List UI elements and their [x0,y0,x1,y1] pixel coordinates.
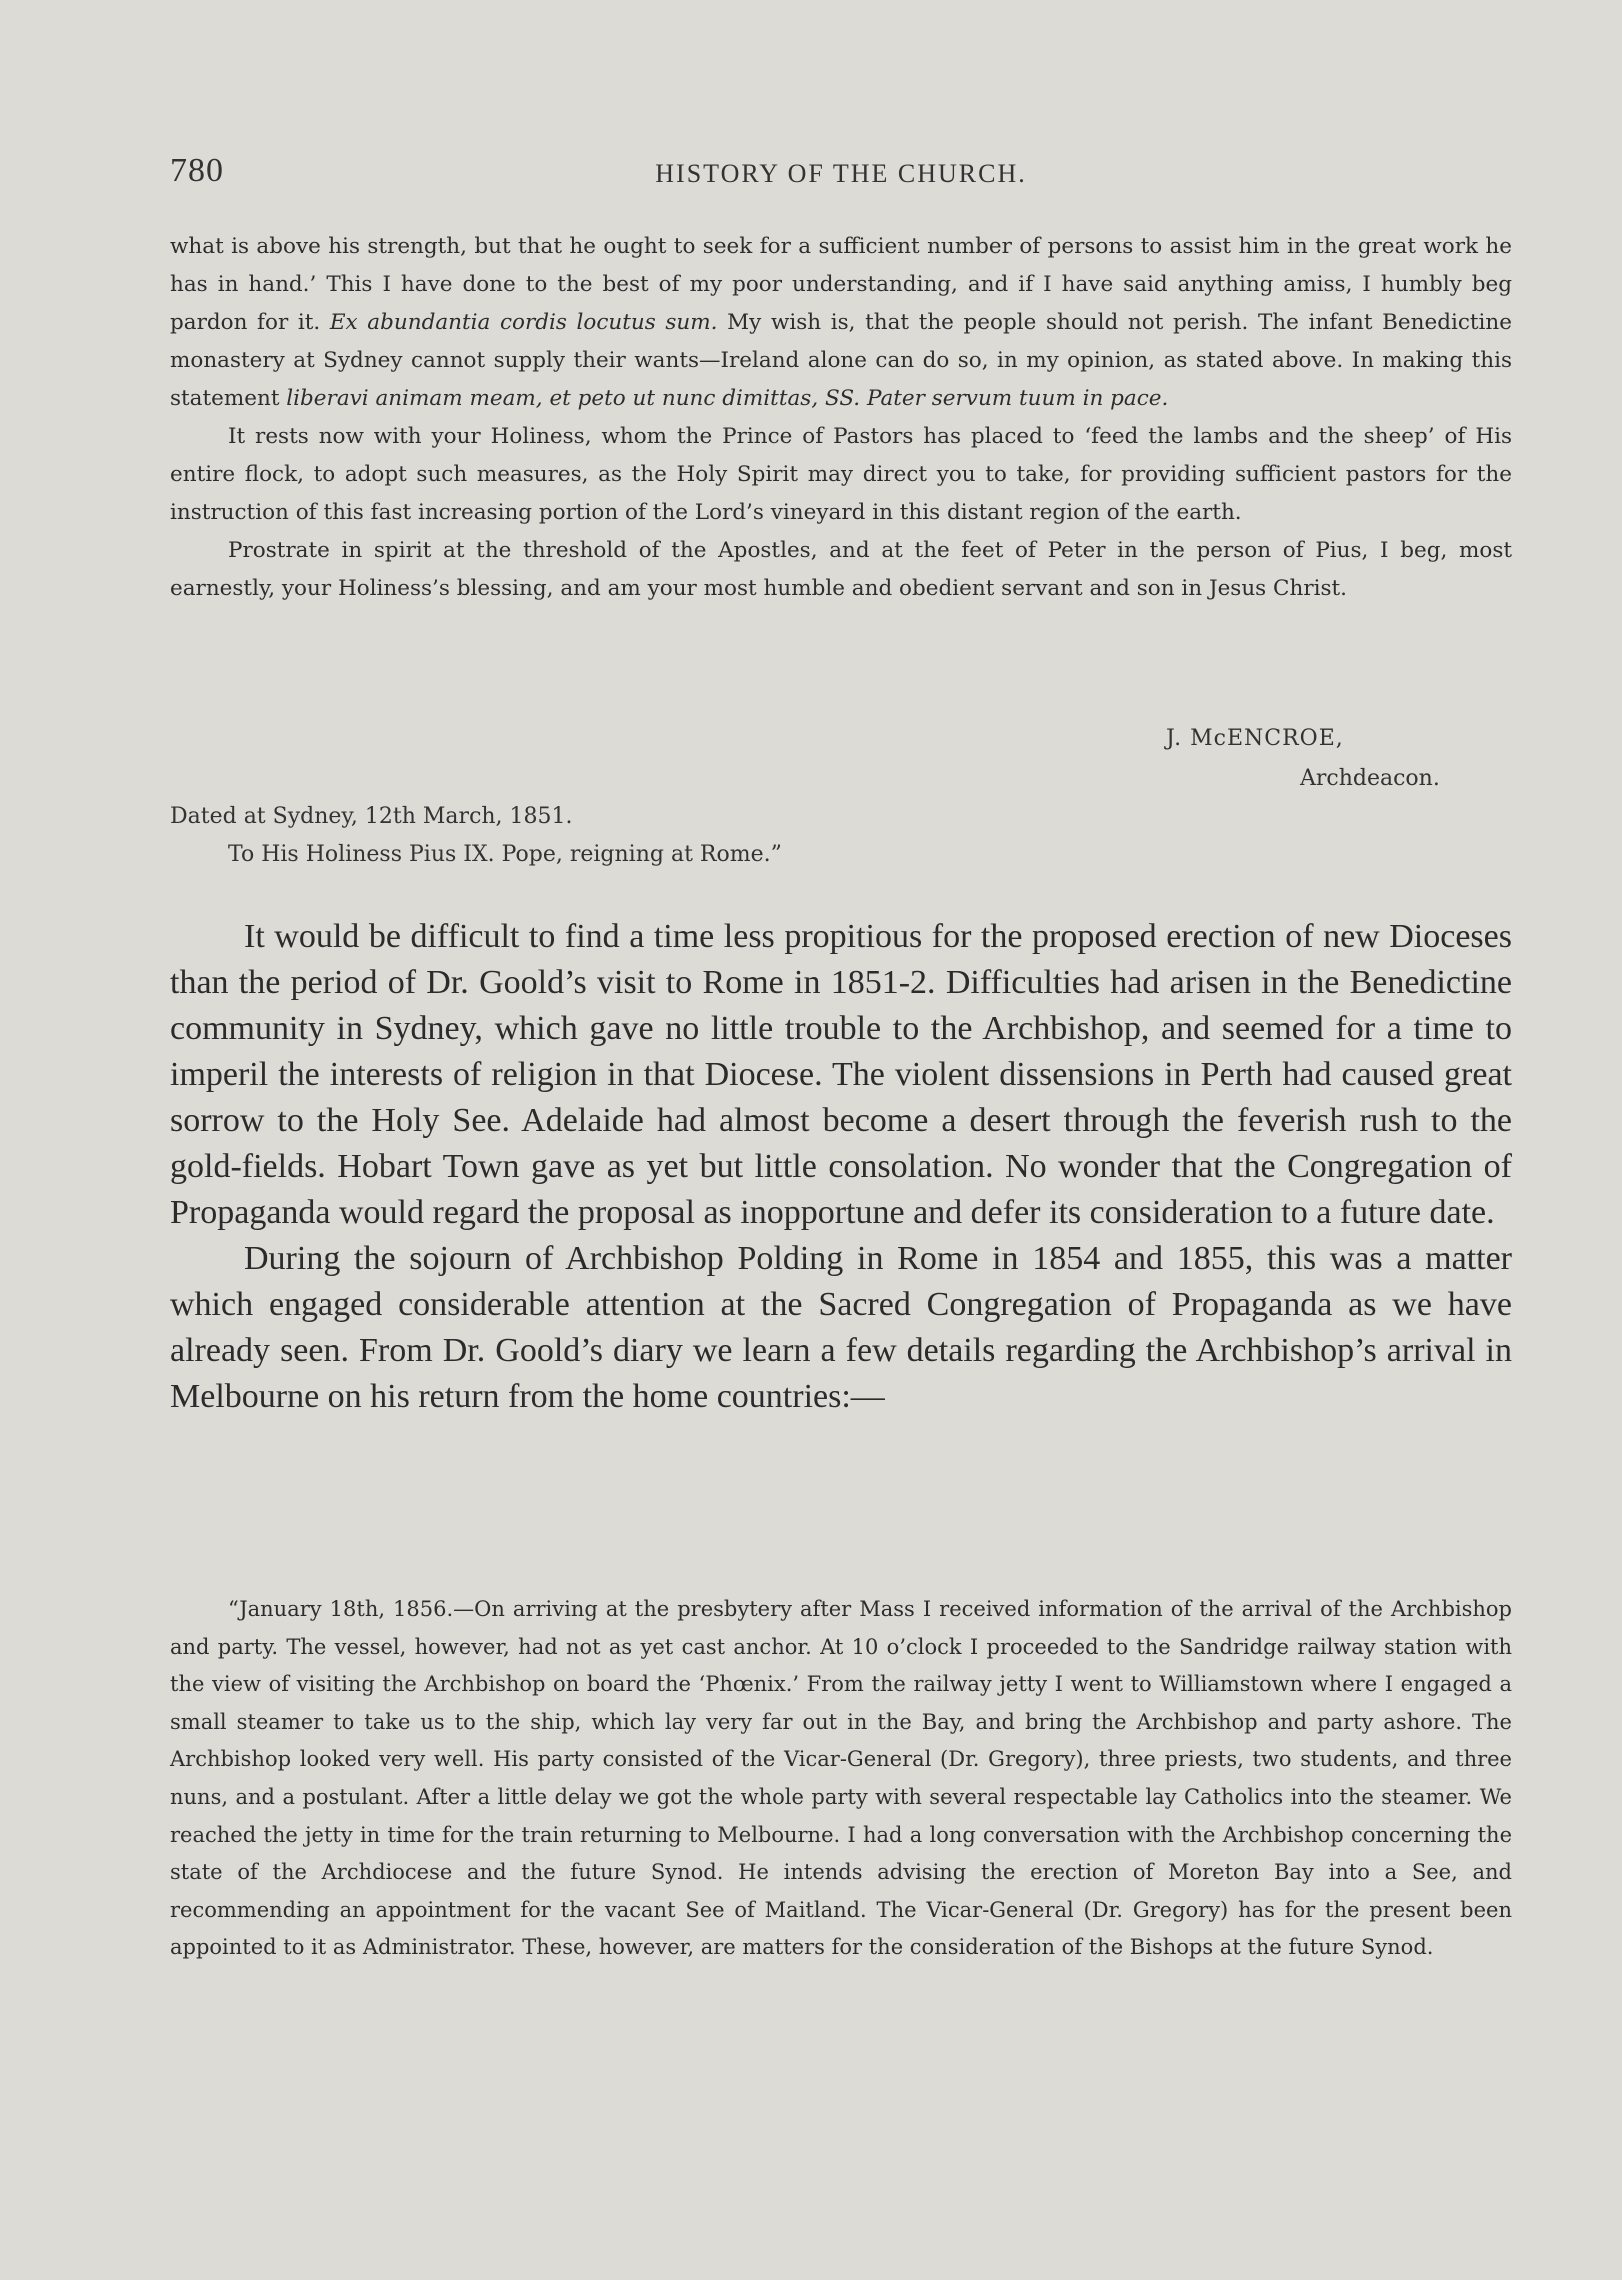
letter-paragraph-3: Prostrate in spirit at the threshold of the Apostles, and at the feet of Peter in the person of Pius, I beg, most earnestly, your Holiness’s blessing, and am your most humble and obedient servant and son in Jesus Christ. [170,538,1512,601]
latin-phrase: liberavi animam meam, et peto ut nunc dimittas, SS. Pater servum tuum in pace. [286,386,1169,411]
address-line: To His Holiness Pius IX. Pope, reigning at Rome.” [228,842,782,867]
diary-entry: “January 18th, 1856.—On arriving at the presbytery after Mass I received information of the arrival of the Archbishop and party. The vessel, however, had not as yet cast anchor. At 10 o’clock I proceeded to the Sandridge railway station with the view of visiting the Archbishop on board the ‘Phœnix.’ From the railway jetty I went to Williamstown where I engaged a small steamer to take us to the ship, which lay very far out in the Bay, and bring the Archbishop and party ashore. The Archbishop looked very well. His party consisted of the Vicar-General (Dr. Gregory), three priests, two students, and three nuns, and a postulant. After a little delay we got the whole party with several respectable lay Catholics into the steamer. We reached the jetty in time for the train returning to Melbourne. I had a long conversation with the Archbishop concerning the state of the Archdiocese and the future Synod. He intends advising the erection of Moreton Bay into a See, and recommending an appointment for the vacant See of Maitland. The Vicar-General (Dr. Gregory) has for the present been appointed to it as Administrator. These, however, are matters for the consideration of the Bishops at the future Synod. [170,1597,1512,1960]
signature-title: Archdeacon. [1300,766,1440,791]
page-header [170,152,1512,192]
body-paragraph-2: During the sojourn of Archbishop Polding in Rome in 1854 and 1855, this was a matter which engaged considerable attention at the Sacred Congregation of Propaganda as we have already seen. From Dr. Goold’s diary we learn a few details regarding the Archbishop’s arrival in Melbourne on his return from the home countries:— [170,1240,1512,1415]
letter-continuation [170,228,1512,608]
letter-paragraph-1: what is above his strength, but that he ought to seek for a sufficient number of persons to assist him in the great work he has in hand.’ This I have done to the best of my poor understanding, and if I have said anything amiss, I humbly beg pardon for it. Ex abundantia cordis locutus sum. My wish is, that the people should not perish. The infant Benedictine monastery at Sydney cannot supply their wants—Ireland alone can do so, in my opinion, as stated above. In making this statement liberavi animam meam, et peto ut nunc dimittas, SS. Pater servum tuum in pace. [170,234,1512,411]
diary-quotation [170,1591,1512,1967]
letter-paragraph-2: It rests now with your Holiness, whom the Prince of Pastors has placed to ‘feed the lambs and the sheep’ of His entire flock, to adopt such measures, as the Holy Spirit may direct you to take, for providing sufficient pastors for the instruction of this fast increasing portion of the Lord’s vineyard in this distant region of the earth. [170,424,1512,525]
main-text [170,914,1512,1420]
dated-line: Dated at Sydney, 12th March, 1851. [170,804,573,829]
latin-phrase: Ex abundantia cordis locutus sum. [329,310,718,335]
signature-name: J. McENCROE, [1166,726,1344,751]
page-number: 780 [170,152,224,189]
body-paragraph-1: It would be difficult to find a time less propitious for the proposed erection of new Dioceses than the period of Dr. Goold’s visit to Rome in 1851-2. Difficulties had arisen in the Benedictine community in Sydney, which gave no little trouble to the Archbishop, and seemed for a time to imperil the interests of religion in that Diocese. The violent dissensions in Perth had caused great sorrow to the Holy See. Adelaide had almost become a desert through the feverish rush to the gold-fields. Hobart Town gave as yet but little consolation. No wonder that the Congregation of Propaganda would regard the proposal as inopportune and defer its consideration to a future date. [170,918,1512,1231]
running-title: HISTORY OF THE CHURCH. [655,159,1027,188]
